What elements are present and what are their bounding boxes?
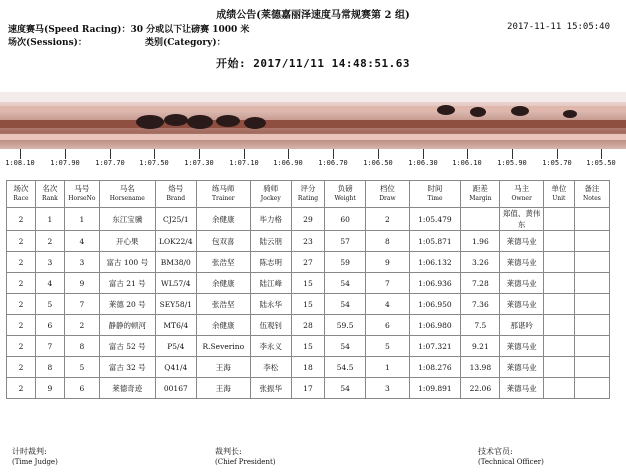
- table-cell: 莱德马业: [500, 231, 543, 252]
- time-tick-label: 1:06.90: [273, 159, 303, 167]
- table-cell: 开心果: [99, 231, 155, 252]
- time-tick-label: 1:06.50: [363, 159, 393, 167]
- table-cell: 15: [291, 336, 324, 357]
- table-cell: 7.5: [461, 315, 500, 336]
- table-cell: 富古 52 号: [99, 336, 155, 357]
- column-header-cn: 骑师: [263, 184, 279, 193]
- time-tick: [557, 149, 558, 159]
- table-cell: 莱德马业: [500, 336, 543, 357]
- column-header-cn: 名次: [42, 184, 58, 193]
- time-tick-label: 1:05.70: [542, 159, 572, 167]
- time-tick-label: 1:05.90: [497, 159, 527, 167]
- time-judge-label-en: (Time Judge): [12, 458, 58, 466]
- horses-silhouettes: [0, 92, 626, 149]
- table-cell: [543, 357, 574, 378]
- table-row: [7, 252, 610, 273]
- table-cell: 59: [324, 252, 365, 273]
- time-tick-label: 1:07.30: [184, 159, 214, 167]
- table-cell: [543, 208, 574, 231]
- time-tick-label: 1:07.90: [50, 159, 80, 167]
- table-cell: CJ25/1: [155, 208, 196, 231]
- table-cell: 1: [35, 208, 64, 231]
- time-tick: [423, 149, 424, 159]
- table-cell: 张浩坚: [196, 294, 250, 315]
- time-tick-label: 1:06.30: [408, 159, 438, 167]
- chief-president-label: 裁判长:: [215, 447, 242, 456]
- table-cell: 54: [324, 336, 365, 357]
- table-cell: 7: [366, 273, 409, 294]
- table-cell: 60: [324, 208, 365, 231]
- table-cell: 59.5: [324, 315, 365, 336]
- column-header: [366, 181, 409, 208]
- table-cell: 2: [7, 273, 36, 294]
- table-cell: 1:08.276: [409, 357, 461, 378]
- table-cell: 莱德马业: [500, 378, 543, 399]
- technical-officer-label: 技术官员:: [478, 447, 513, 456]
- table-cell: 18: [291, 357, 324, 378]
- table-cell: 包双喜: [196, 231, 250, 252]
- table-cell: 9: [366, 252, 409, 273]
- table-cell: 王海: [196, 357, 250, 378]
- column-header-en: Draw: [379, 195, 396, 202]
- table-cell: 15: [291, 273, 324, 294]
- column-header-en: Horsename: [109, 195, 145, 202]
- start-timestamp: 2017/11/11 14:48:51.63: [253, 57, 410, 70]
- table-cell: [543, 252, 574, 273]
- table-cell: 54: [324, 294, 365, 315]
- table-cell: 3: [366, 378, 409, 399]
- table-cell: 4: [35, 273, 64, 294]
- table-cell: 6: [366, 315, 409, 336]
- table-cell: 富古 32 号: [99, 357, 155, 378]
- table-cell: [461, 208, 500, 231]
- column-header-en: Weight: [334, 195, 356, 202]
- table-row: [7, 378, 610, 399]
- table-cell: 9: [64, 273, 99, 294]
- table-cell: 1.96: [461, 231, 500, 252]
- table-row: [7, 294, 610, 315]
- column-header-cn: 距差: [472, 184, 488, 193]
- table-row: [7, 208, 610, 231]
- column-header-en: Race: [13, 195, 29, 202]
- column-header: [461, 181, 500, 208]
- table-cell: 5: [64, 357, 99, 378]
- column-header-cn: 档位: [379, 184, 395, 193]
- time-tick-label: 1:07.10: [229, 159, 259, 167]
- column-header: [409, 181, 461, 208]
- column-header-cn: 烙号: [168, 184, 184, 193]
- table-cell: 李松: [250, 357, 291, 378]
- column-header-en: Brand: [166, 195, 186, 202]
- table-cell: 余健康: [196, 315, 250, 336]
- race-desc: 30 分或以下让磅赛 1000 米: [130, 25, 250, 35]
- column-header-cn: 马主: [514, 184, 530, 193]
- table-cell: 17: [291, 378, 324, 399]
- table-cell: 23: [291, 231, 324, 252]
- category-label: 类别(Category)：: [145, 38, 226, 48]
- column-header: [7, 181, 36, 208]
- time-judge-signature: [12, 446, 58, 468]
- column-header: [250, 181, 291, 208]
- table-cell: 2: [7, 336, 36, 357]
- table-cell: 余健康: [196, 208, 250, 231]
- column-header: [155, 181, 196, 208]
- column-header: [35, 181, 64, 208]
- table-cell: [574, 357, 609, 378]
- table-cell: [543, 273, 574, 294]
- table-cell: 莱德马业: [500, 273, 543, 294]
- column-header-en: Jockey: [260, 195, 281, 202]
- time-tick: [601, 149, 602, 159]
- table-cell: 7.28: [461, 273, 500, 294]
- time-tick: [467, 149, 468, 159]
- table-cell: 陈志明: [250, 252, 291, 273]
- column-header: [99, 181, 155, 208]
- column-header-en: Trainer: [211, 195, 235, 202]
- table-cell: 陆云朋: [250, 231, 291, 252]
- time-tick: [199, 149, 200, 159]
- column-header-en: Owner: [511, 195, 532, 202]
- table-row: [7, 357, 610, 378]
- chief-president-signature: [215, 446, 276, 468]
- time-tick-label: 1:07.70: [95, 159, 125, 167]
- column-header-en: Margin: [469, 195, 492, 202]
- column-header-cn: 场次: [13, 184, 29, 193]
- time-tick-label: 1:07.50: [139, 159, 169, 167]
- table-cell: 富古 21 号: [99, 273, 155, 294]
- table-cell: 5: [35, 294, 64, 315]
- table-cell: 22.06: [461, 378, 500, 399]
- table-cell: 2: [7, 357, 36, 378]
- table-cell: 13.98: [461, 357, 500, 378]
- time-tick: [20, 149, 21, 159]
- table-cell: 7: [35, 336, 64, 357]
- table-row: [7, 336, 610, 357]
- column-header-en: Notes: [582, 195, 601, 202]
- table-cell: R.Severino: [196, 336, 250, 357]
- table-cell: 1:05.479: [409, 208, 461, 231]
- table-cell: 15: [291, 294, 324, 315]
- table-cell: 莱德 20 号: [99, 294, 155, 315]
- column-header-cn: 负磅: [337, 184, 353, 193]
- document-title: 成绩公告(莱德嘉丽泽速度马常规赛第 2 组): [216, 10, 410, 21]
- table-cell: 2: [7, 378, 36, 399]
- table-row: [7, 315, 610, 336]
- column-header-en: Unit: [552, 195, 566, 202]
- table-cell: 张振华: [250, 378, 291, 399]
- print-datetime: 2017-11-11 15:05:40: [507, 22, 610, 32]
- table-cell: [574, 273, 609, 294]
- column-header-cn: 练马师: [212, 184, 235, 193]
- time-tick-label: 1:05.50: [586, 159, 616, 167]
- table-cell: 李永义: [250, 336, 291, 357]
- table-cell: 伍观钊: [250, 315, 291, 336]
- table-cell: 2: [7, 252, 36, 273]
- table-row: [7, 273, 610, 294]
- table-cell: 王海: [196, 378, 250, 399]
- column-header-en: HorseNo: [68, 195, 96, 202]
- table-cell: LOK22/4: [155, 231, 196, 252]
- table-cell: P5/4: [155, 336, 196, 357]
- race-info: [8, 22, 249, 35]
- race-label: 速度赛马(Speed Racing)：: [8, 25, 131, 35]
- column-header: [574, 181, 609, 208]
- table-cell: 1:06.936: [409, 273, 461, 294]
- time-tick-label: 1:08.10: [5, 159, 35, 167]
- table-cell: MT6/4: [155, 315, 196, 336]
- table-cell: [574, 231, 609, 252]
- table-cell: 1: [64, 208, 99, 231]
- column-header-en: Rating: [297, 195, 319, 202]
- time-tick: [333, 149, 334, 159]
- table-body: [7, 208, 610, 399]
- table-cell: 静静的顿河: [99, 315, 155, 336]
- start-time: [0, 55, 626, 71]
- table-cell: 57: [324, 231, 365, 252]
- table-cell: 2: [7, 294, 36, 315]
- table-cell: 8: [64, 336, 99, 357]
- time-tick-label: 1:06.70: [318, 159, 348, 167]
- table-cell: 8: [35, 357, 64, 378]
- table-cell: 28: [291, 315, 324, 336]
- table-cell: 8: [366, 231, 409, 252]
- table-cell: 陆江峰: [250, 273, 291, 294]
- table-cell: [543, 231, 574, 252]
- table-cell: 2: [35, 231, 64, 252]
- technical-officer-label-en: (Technical Officer): [478, 458, 544, 466]
- start-label: 开始:: [216, 57, 247, 70]
- time-judge-label: 计时裁判:: [12, 447, 47, 456]
- table-cell: 9.21: [461, 336, 500, 357]
- column-header: [500, 181, 543, 208]
- table-cell: 莱德马业: [500, 294, 543, 315]
- column-header-en: Rank: [41, 195, 58, 202]
- table-cell: [543, 378, 574, 399]
- table-cell: 7: [64, 294, 99, 315]
- photo-finish-image: [0, 92, 626, 149]
- table-cell: BM38/0: [155, 252, 196, 273]
- time-tick: [110, 149, 111, 159]
- time-tick: [244, 149, 245, 159]
- table-cell: 东江宝骥: [99, 208, 155, 231]
- table-cell: 张浩坚: [196, 252, 250, 273]
- column-header-cn: 备注: [584, 184, 600, 193]
- time-tick: [512, 149, 513, 159]
- table-cell: 富古 100 号: [99, 252, 155, 273]
- table-cell: SEY58/1: [155, 294, 196, 315]
- table-cell: 2: [64, 315, 99, 336]
- table-cell: 陆永华: [250, 294, 291, 315]
- sessions-label: 场次(Sessions)：: [8, 38, 87, 48]
- table-cell: [574, 252, 609, 273]
- table-cell: 1:05.871: [409, 231, 461, 252]
- table-cell: 1: [366, 357, 409, 378]
- table-cell: [574, 294, 609, 315]
- table-cell: [543, 315, 574, 336]
- table-cell: 1:06.132: [409, 252, 461, 273]
- table-cell: Q41/4: [155, 357, 196, 378]
- table-cell: 4: [64, 231, 99, 252]
- table-cell: [574, 336, 609, 357]
- table-cell: 郑值、黄伟东: [500, 208, 543, 231]
- table-cell: 54: [324, 378, 365, 399]
- table-cell: 那谌吟: [500, 315, 543, 336]
- table-cell: 4: [366, 294, 409, 315]
- column-header-cn: 评分: [300, 184, 316, 193]
- table-cell: 余健康: [196, 273, 250, 294]
- table-cell: 毕力格: [250, 208, 291, 231]
- table-cell: 00167: [155, 378, 196, 399]
- column-header: [291, 181, 324, 208]
- table-cell: [543, 336, 574, 357]
- column-header: [324, 181, 365, 208]
- table-cell: 莱德奇迹: [99, 378, 155, 399]
- table-cell: 6: [64, 378, 99, 399]
- time-tick-label: 1:06.10: [452, 159, 482, 167]
- time-tick: [65, 149, 66, 159]
- table-cell: [574, 315, 609, 336]
- column-header-en: Time: [427, 195, 443, 202]
- table-row: [7, 231, 610, 252]
- time-tick: [154, 149, 155, 159]
- table-cell: 5: [366, 336, 409, 357]
- table-cell: WL57/4: [155, 273, 196, 294]
- column-header-cn: 马号: [74, 184, 90, 193]
- technical-officer-signature: [478, 446, 544, 468]
- table-cell: 3: [35, 252, 64, 273]
- table-cell: 莱德马业: [500, 357, 543, 378]
- table-cell: 2: [366, 208, 409, 231]
- table-cell: 2: [7, 208, 36, 231]
- table-cell: 2: [7, 231, 36, 252]
- column-header: [196, 181, 250, 208]
- table-cell: 1:06.950: [409, 294, 461, 315]
- column-header: [543, 181, 574, 208]
- table-cell: 1:07.321: [409, 336, 461, 357]
- table-cell: 3: [64, 252, 99, 273]
- table-cell: 1:06.980: [409, 315, 461, 336]
- table-cell: 3.26: [461, 252, 500, 273]
- table-cell: 54: [324, 273, 365, 294]
- table-header-row: [7, 181, 610, 208]
- table-cell: 27: [291, 252, 324, 273]
- time-tick: [288, 149, 289, 159]
- photo-time-scale: [0, 149, 626, 171]
- results-table: [6, 180, 610, 399]
- table-cell: 54.5: [324, 357, 365, 378]
- table-cell: [543, 294, 574, 315]
- table-cell: 莱德马业: [500, 252, 543, 273]
- chief-president-label-en: (Chief President): [215, 458, 276, 466]
- time-tick: [378, 149, 379, 159]
- column-header: [64, 181, 99, 208]
- table-cell: [574, 208, 609, 231]
- column-header-cn: 单位: [551, 184, 567, 193]
- table-cell: 1:09.891: [409, 378, 461, 399]
- table-cell: 9: [35, 378, 64, 399]
- table-cell: 7.36: [461, 294, 500, 315]
- table-cell: 29: [291, 208, 324, 231]
- table-cell: 6: [35, 315, 64, 336]
- column-header-cn: 马名: [119, 184, 135, 193]
- column-header-cn: 时间: [427, 184, 443, 193]
- table-cell: [574, 378, 609, 399]
- table-cell: 2: [7, 315, 36, 336]
